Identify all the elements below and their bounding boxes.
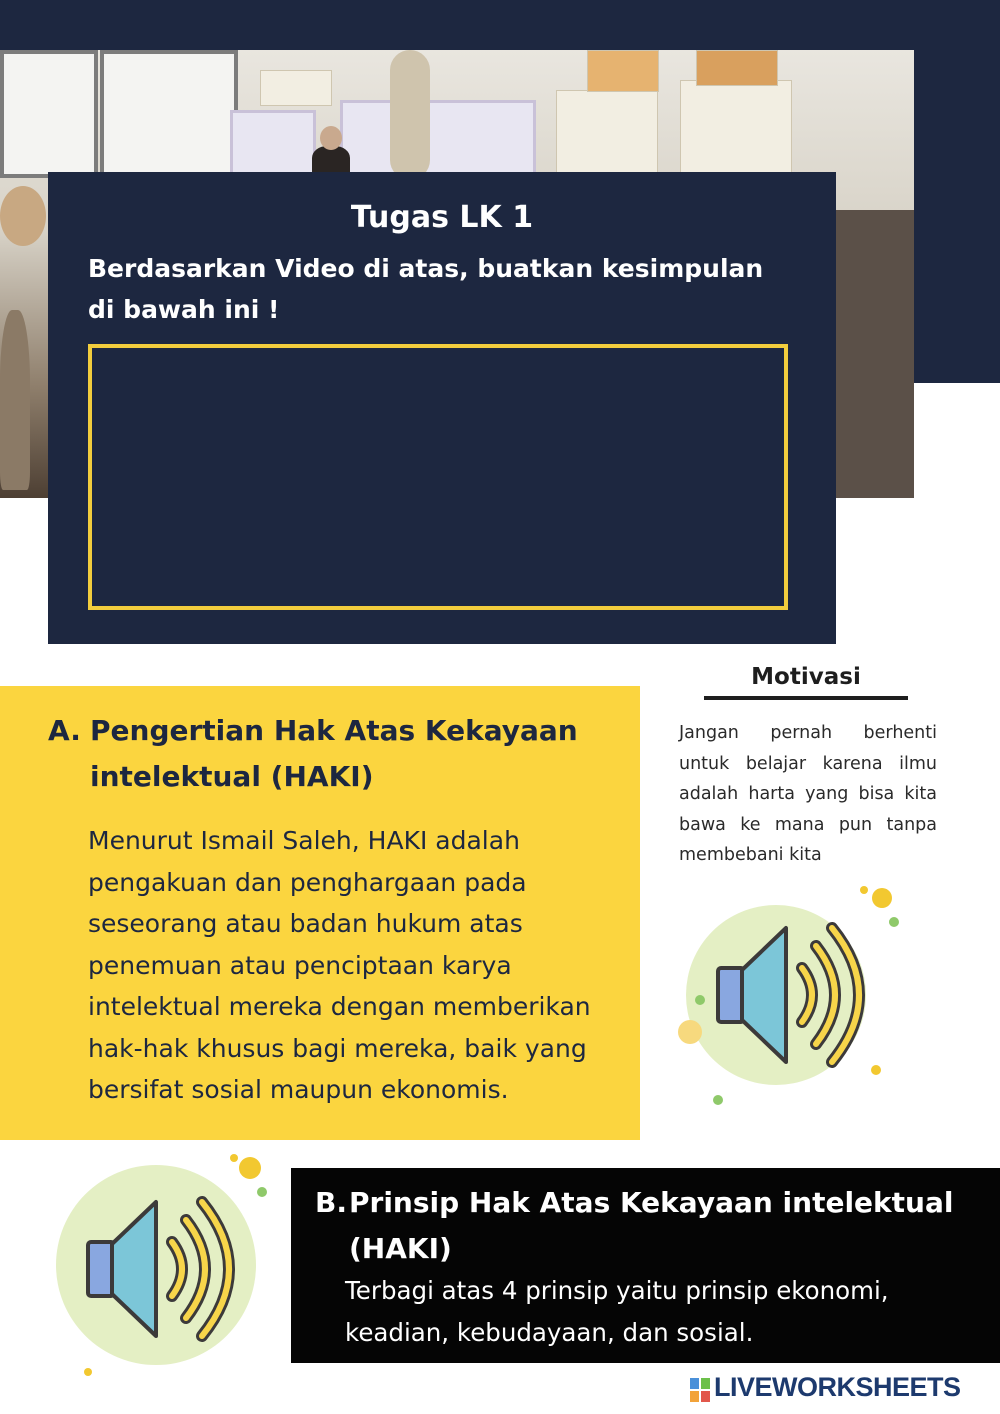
motivasi-body: Jangan pernah berhenti untuk belajar karena ilmu adalah harta yang bisa kita bawa ke mana pun tanpa membebani kita bbox=[679, 723, 937, 865]
task-title: Tugas LK 1 bbox=[350, 200, 534, 235]
section-a bbox=[0, 686, 640, 1140]
speaker-icon[interactable] bbox=[44, 1150, 274, 1380]
section-a-body: Menurut Ismail Saleh, HAKI adalah pengakuan dan penghargaan pada seseorang atau badan hukum atas penemuan atau penciptaan karya intelektual mereka dengan memberikan hak-hak khusus bagi mereka, baik yang bersifat sosial maupun ekonomis. bbox=[88, 826, 591, 1104]
liveworksheets-logo-icon bbox=[690, 1378, 710, 1402]
section-a-number: A. bbox=[48, 714, 81, 747]
liveworksheets-logo bbox=[690, 1372, 990, 1408]
header-band-right bbox=[914, 0, 1000, 383]
task-card bbox=[48, 172, 836, 644]
section-b-number: B. bbox=[315, 1186, 347, 1219]
section-b bbox=[291, 1168, 1000, 1363]
speaker-icon[interactable] bbox=[676, 880, 906, 1110]
answer-textbox[interactable] bbox=[88, 344, 788, 610]
header-band bbox=[0, 0, 1000, 50]
section-b-title: Prinsip Hak Atas Kekayaan intelektual (HAKI) bbox=[349, 1186, 954, 1265]
task-instruction: Berdasarkan Video di atas, buatkan kesimpulan di bawah ini ! bbox=[88, 254, 764, 324]
motivasi-underline bbox=[704, 696, 908, 700]
section-b-body: Terbagi atas 4 prinsip yaitu prinsip ekonomi, keadian, kebudayaan, dan sosial. bbox=[345, 1276, 889, 1347]
watermark-text: LIVEWORKSHEETS bbox=[714, 1372, 961, 1402]
motivasi-title: Motivasi bbox=[751, 664, 861, 690]
section-a-title: Pengertian Hak Atas Kekayaan intelektual (HAKI) bbox=[90, 714, 578, 793]
